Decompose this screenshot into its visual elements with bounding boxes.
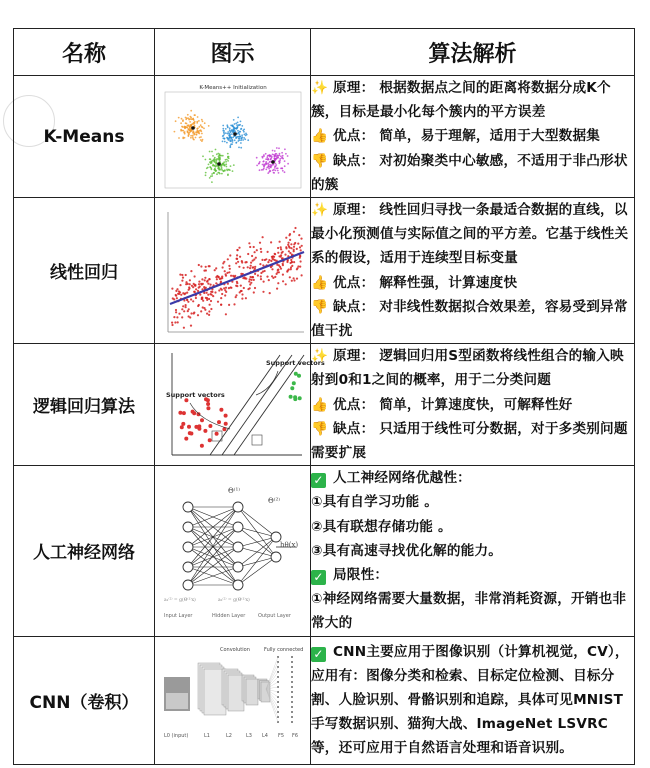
layer-label-l3: L3 xyxy=(245,733,252,740)
input-layer-label: Input Layer xyxy=(163,612,192,619)
kmeans-figure-title: K-Means++ Initialization xyxy=(198,84,267,91)
cnn-diagram xyxy=(158,641,308,759)
thumbs-down-icon: 👎 xyxy=(311,152,329,169)
advantage-item: ②具有联想存储功能 。 xyxy=(311,518,452,535)
table-row xyxy=(14,76,635,198)
hidden-layer-label: Hidden Layer xyxy=(211,612,245,619)
thumbs-down-icon: 👎 xyxy=(311,420,329,437)
logistic-regression-analysis xyxy=(311,344,635,466)
header-name: 名称 xyxy=(14,29,155,76)
linear-regression-analysis xyxy=(311,198,635,344)
ann-analysis xyxy=(311,466,635,636)
kmeans-figure xyxy=(155,76,311,198)
svg-text:Θ⁽²⁾: Θ⁽²⁾ xyxy=(267,496,280,505)
check-icon: ✓ xyxy=(311,647,326,662)
check-icon: ✓ xyxy=(311,473,326,488)
svg-text:Θ⁽¹⁾: Θ⁽¹⁾ xyxy=(227,486,240,495)
kmeans-analysis xyxy=(311,76,635,198)
layer-label-l1: L1 xyxy=(203,733,210,740)
thumbs-up-icon: 👍 xyxy=(311,128,329,145)
support-vectors-right-label: Support vectors xyxy=(265,358,325,367)
convolution-label: Convolution xyxy=(219,647,250,654)
logistic-regression-figure xyxy=(155,344,325,466)
pros-line: 👍 优点： 解释性强，计算速度快 xyxy=(311,271,634,295)
svg-text:a₂⁽²⁾ = g(Θ⁽¹⁾x): a₂⁽²⁾ = g(Θ⁽¹⁾x) xyxy=(217,597,250,603)
header-figure: 图示 xyxy=(155,29,311,76)
layer-label-f6: F6 xyxy=(291,733,298,740)
cons-line: 👎 缺点： 对非线性数据拟合效果差，容易受到异常值干扰 xyxy=(311,295,634,343)
table-row xyxy=(14,198,635,344)
cnn-figure xyxy=(155,636,311,764)
thumbs-up-icon: 👍 xyxy=(311,274,329,291)
svg-text:a₁⁽²⁾ = g(Θ⁽¹⁾x): a₁⁽²⁾ = g(Θ⁽¹⁾x) xyxy=(163,597,196,603)
table-row xyxy=(14,636,635,764)
sparkle-icon: ✨ xyxy=(311,202,329,219)
algorithm-name: K-Means xyxy=(14,76,155,198)
algorithm-name: 人工神经网络 xyxy=(14,466,155,636)
principle-line: ✨ 原理： 线性回归寻找一条最适合数据的直线，以最小化预测值与实际值之间的平方差。它基于线性关系的假设，适用于连续型目标变量 xyxy=(311,198,634,271)
layer-label-f5: F5 xyxy=(277,733,284,740)
table-row xyxy=(14,344,635,466)
fully-connected-label: Fully connected xyxy=(263,647,303,654)
pros-line: 👍 优点： 简单，计算速度快，可解释性好 xyxy=(311,393,634,417)
cnn-layers xyxy=(198,656,293,723)
cnn-analysis xyxy=(311,636,635,764)
advantage-item: ①具有自学习功能 。 xyxy=(311,494,438,511)
thumbs-up-icon: 👍 xyxy=(311,396,329,413)
cons-line: 👎 缺点： 对初始聚类中心敏感，不适用于非凸形状的簇 xyxy=(311,149,634,197)
check-icon: ✓ xyxy=(311,570,326,585)
table-row xyxy=(14,466,635,636)
header-analysis: 算法解析 xyxy=(311,29,635,76)
layer-label-l4: L4 xyxy=(261,733,268,740)
limitations-title: ✓ 局限性： xyxy=(311,563,634,587)
support-vectors-left-label: Support vectors xyxy=(165,390,225,399)
thumbs-down-icon: 👎 xyxy=(311,298,329,315)
algorithm-name: CNN（卷积） xyxy=(14,636,155,764)
layer-label-l0: L0 (input) xyxy=(163,733,188,740)
principle-line: ✨ 原理： 逻辑回归用S型函数将线性组合的输入映射到0和1之间的概率，用于二分类问题 xyxy=(311,344,634,392)
pros-line: 👍 优点： 简单，易于理解，适用于大型数据集 xyxy=(311,124,634,148)
output-function-label: hθ(x) xyxy=(279,540,298,549)
svm-diagram xyxy=(160,349,325,461)
output-layer-label: Output Layer xyxy=(257,612,291,619)
cons-line: 👎 缺点： 只适用于线性可分数据，对于多类别问题需要扩展 xyxy=(311,417,634,465)
sparkle-icon: ✨ xyxy=(311,348,329,365)
algorithm-table xyxy=(13,28,635,765)
limitation-item: ①神经网络需要大量数据，非常消耗资源，开销也非常大的 xyxy=(311,591,627,632)
neural-network-diagram xyxy=(158,481,308,621)
algorithm-name: 逻辑回归算法 xyxy=(14,344,155,466)
network-nodes xyxy=(183,502,281,590)
regression-scatter xyxy=(158,204,308,338)
linear-regression-figure xyxy=(155,198,311,344)
table-header xyxy=(14,29,635,76)
principle-line: ✨ 原理： 根据数据点之间的距离将数据分成K个簇，目标是最小化每个簇内的平方误差 xyxy=(311,76,634,124)
ann-figure xyxy=(155,466,311,636)
classification-points xyxy=(178,371,301,447)
algorithm-name: 线性回归 xyxy=(14,198,155,344)
advantages-title: ✓ 人工神经网络优越性： xyxy=(311,466,634,490)
layer-label-l2: L2 xyxy=(225,733,232,740)
advantage-item: ③具有高速寻找优化解的能力。 xyxy=(311,542,503,559)
cnn-application-text: ✓ CNN主要应用于图像识别（计算机视觉，CV），应用有：图像分类和检索、目标定位检测、目标分割、人脸识别、骨骼识别和追踪，具体可见MNIST手写数据识别、猫狗大战、ImageNet LSVRC等，还可应用于自然语言处理和语音识别。 xyxy=(311,643,629,757)
sparkle-icon: ✨ xyxy=(311,80,329,96)
kmeans-scatter xyxy=(159,82,307,192)
